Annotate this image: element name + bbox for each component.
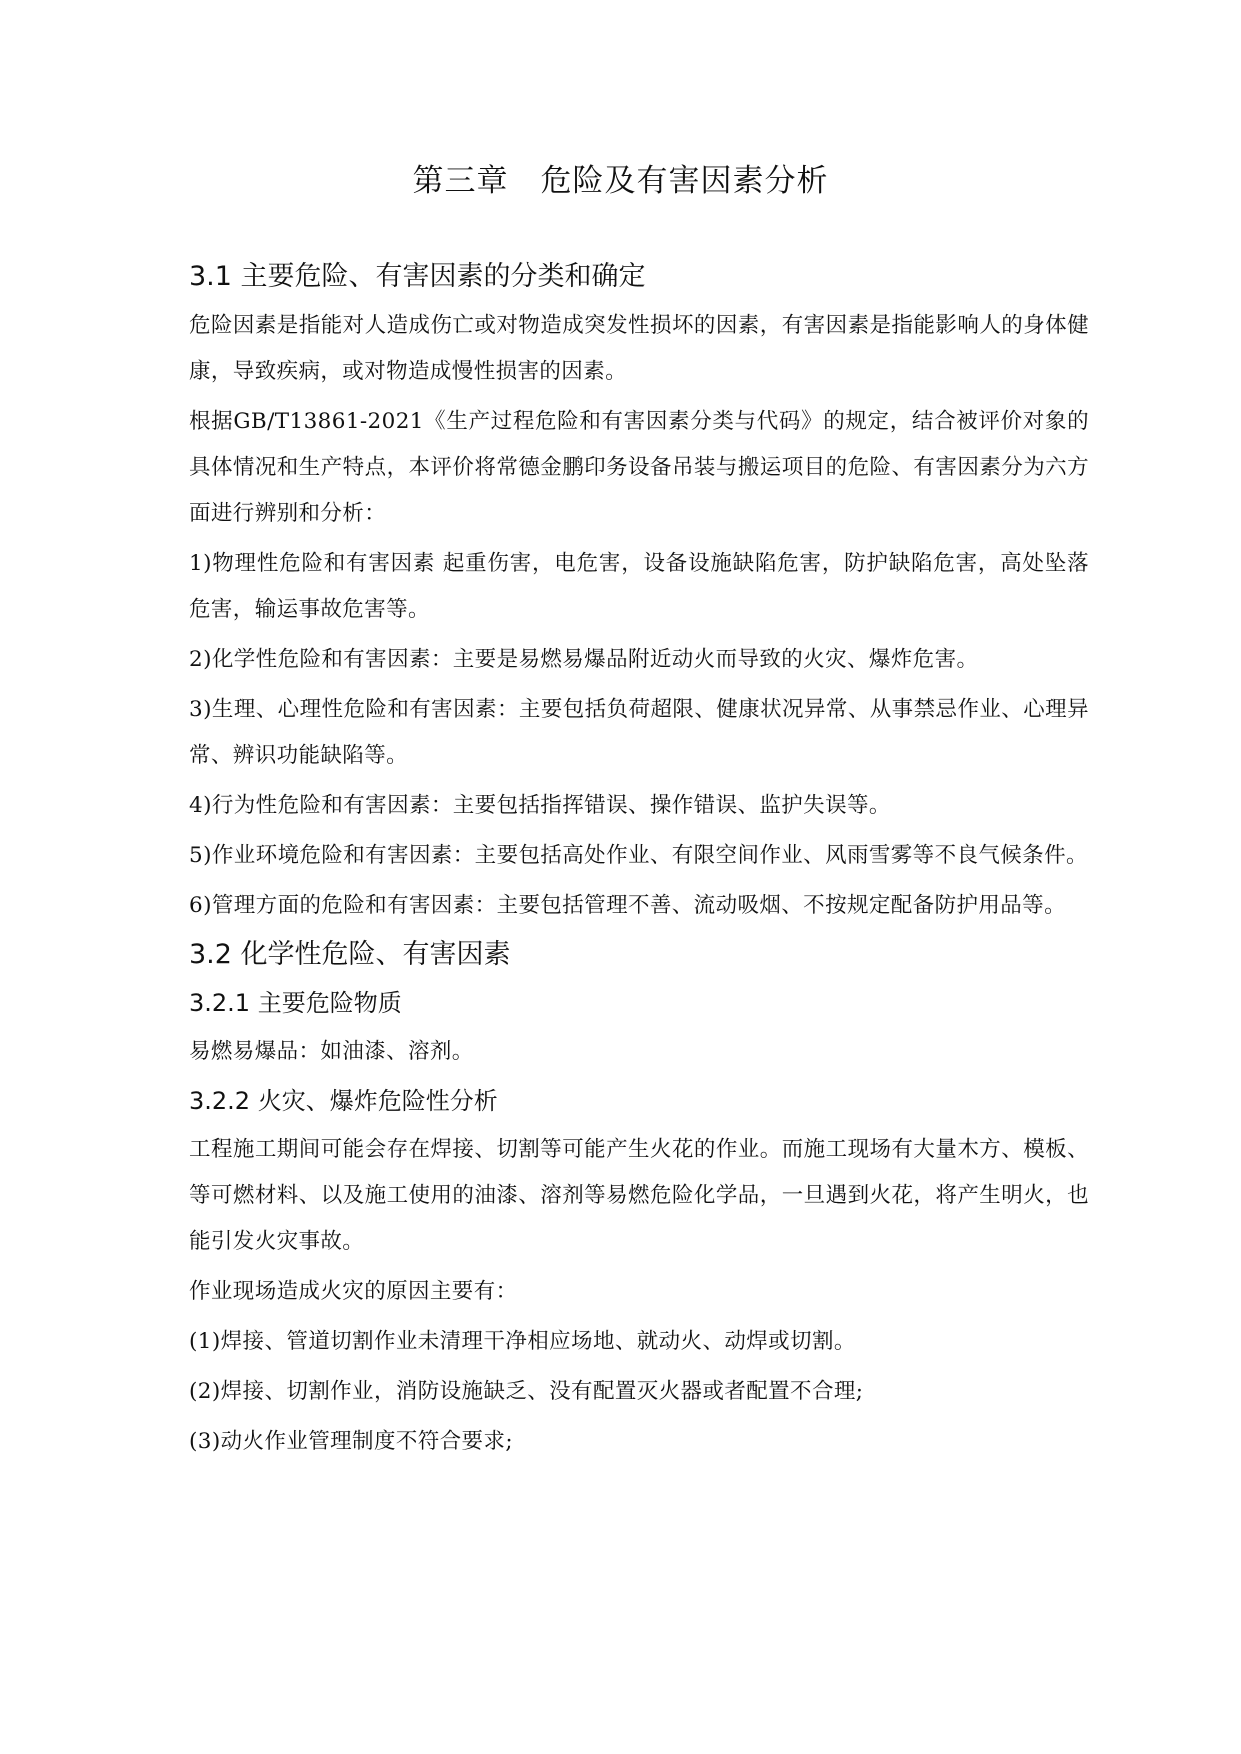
paragraph: 易燃易爆品：如油漆、溶剂。 [189,1039,474,1064]
paragraph: 根据GB/T13861-2021《生产过程危险和有害因素分类与代码》的规定，结合被评价对象的具体情况和生产特点，本评价将常德金鹏印务设备吊装与搬运项目的危险、有害因素分为六方面进行辨别和分析： [189,409,1089,526]
paragraph: 6)管理方面的危险和有害因素：主要包括管理不善、流动吸烟、不按规定配备防护用品等。 [189,893,1066,918]
section-heading-3-2-2: 3.2.2 火灾、爆炸危险性分析 [189,1087,498,1115]
paragraph: 1)物理性危险和有害因素 起重伤害，电危害，设备设施缺陷危害，防护缺陷危害，高处坠落危害，输运事故危害等。 [189,551,1089,622]
paragraph: 5)作业环境危险和有害因素：主要包括高处作业、有限空间作业、风雨雪雾等不良气候条件。 [189,843,1088,868]
paragraph: 危险因素是指能对人造成伤亡或对物造成突发性损坏的因素，有害因素是指能影响人的身体健康，导致疾病，或对物造成慢性损害的因素。 [189,313,1089,384]
paragraph: 3)生理、心理性危险和有害因素：主要包括负荷超限、健康状况异常、从事禁忌作业、心理异常、辨识功能缺陷等。 [189,697,1089,768]
paragraph: 工程施工期间可能会存在焊接、切割等可能产生火花的作业。而施工现场有大量木方、模板、等可燃材料、以及施工使用的油漆、溶剂等易燃危险化学品，一旦遇到火花，将产生明火，也能引发火灾事故。 [189,1137,1089,1254]
section-heading-3-2-1: 3.2.1 主要危险物质 [189,989,402,1017]
paragraph: (2)焊接、切割作业，消防设施缺乏、没有配置灭火器或者配置不合理; [189,1379,864,1404]
paragraph: 作业现场造成火灾的原因主要有： [189,1279,518,1304]
paragraph: 2)化学性危险和有害因素：主要是易燃易爆品附近动火而导致的火灾、爆炸危害。 [189,647,979,672]
paragraph: (1)焊接、管道切割作业未清理干净相应场地、就动火、动焊或切割。 [189,1329,856,1354]
chapter-title: 第三章 危险及有害因素分析 [412,163,829,199]
document-body [189,255,1089,1469]
paragraph: 4)行为性危险和有害因素：主要包括指挥错误、操作错误、监护失误等。 [189,793,891,818]
section-heading-3-2: 3.2 化学性危险、有害因素 [189,939,511,970]
section-heading-3-1: 3.1 主要危险、有害因素的分类和确定 [189,261,646,292]
paragraph: (3)动火作业管理制度不符合要求; [189,1429,513,1454]
